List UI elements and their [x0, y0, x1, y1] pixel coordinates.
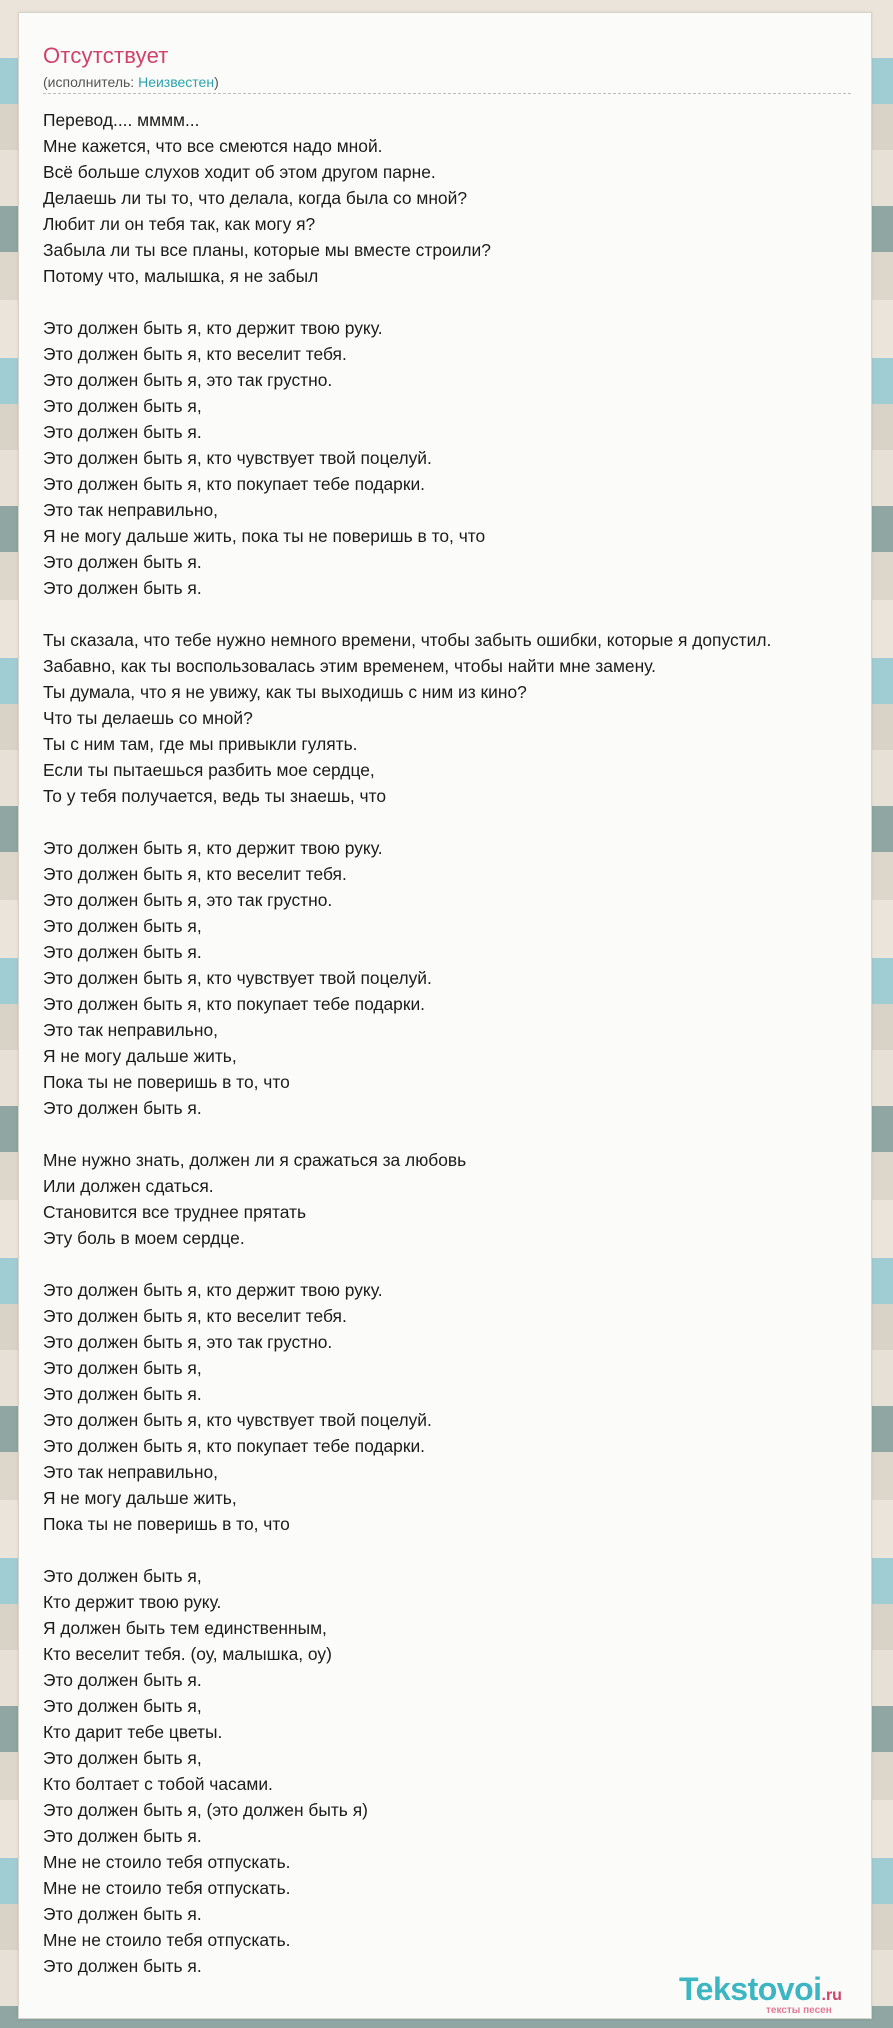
lyrics-line: Это должен быть я,: [43, 396, 202, 416]
lyrics-line: Пока ты не поверишь в то, что: [43, 1072, 290, 1092]
artist-suffix: ): [214, 74, 219, 90]
lyrics-line: Это должен быть я,: [43, 1748, 202, 1768]
lyrics-line: Забыла ли ты все планы, которые мы вместе строили?: [43, 240, 491, 260]
title-divider: [43, 93, 851, 94]
lyrics-line: Это так неправильно,: [43, 500, 218, 520]
lyrics-line: Ты думала, что я не увижу, как ты выходишь с ним из кино?: [43, 682, 527, 702]
lyrics-line: Это должен быть я, кто покупает тебе подарки.: [43, 994, 426, 1014]
lyrics-line: Это должен быть я, кто чувствует твой поцелуй.: [43, 1410, 432, 1430]
lyrics-line: Я должен быть тем единственным,: [43, 1618, 327, 1638]
lyrics-line: Это должен быть я, кто держит твою руку.: [43, 318, 383, 338]
lyrics-line: Эту боль в моем сердце.: [43, 1228, 245, 1248]
lyrics-line: Любит ли он тебя так, как могу я?: [43, 214, 316, 234]
lyrics-line: Это должен быть я.: [43, 1956, 202, 1976]
song-title: Отсутствует: [43, 43, 169, 68]
logo-tagline: тексты песен: [766, 2005, 832, 2016]
lyrics-line: Это должен быть я.: [43, 1670, 202, 1690]
lyrics-line: Я не могу дальше жить,: [43, 1488, 237, 1508]
lyrics-line: Мне не стоило тебя отпускать.: [43, 1852, 291, 1872]
lyrics-line: Потому что, малышка, я не забыл: [43, 266, 319, 286]
lyrics-line: Если ты пытаешься разбить мое сердце,: [43, 760, 375, 780]
logo-name: Tekstovoi: [679, 1971, 822, 2007]
lyrics-line: Это должен быть я.: [43, 552, 202, 572]
lyrics-line: Это должен быть я.: [43, 422, 202, 442]
lyrics-line: Это так неправильно,: [43, 1020, 218, 1040]
lyrics-line: Мне не стоило тебя отпускать.: [43, 1878, 291, 1898]
lyrics-line: Это должен быть я, это так грустно.: [43, 370, 333, 390]
lyrics-line: Перевод.... мммм...: [43, 110, 200, 130]
lyrics-line: Кто болтает с тобой часами.: [43, 1774, 273, 1794]
site-logo[interactable]: [661, 1971, 871, 2017]
lyrics-line: Это должен быть я,: [43, 1566, 202, 1586]
lyrics-line: Это должен быть я.: [43, 1904, 202, 1924]
artist-line: [43, 74, 219, 90]
lyrics-line: Мне не стоило тебя отпускать.: [43, 1930, 291, 1950]
lyrics-line: Это должен быть я.: [43, 1098, 202, 1118]
lyrics-line: Это должен быть я,: [43, 1358, 202, 1378]
artist-link[interactable]: Неизвестен: [138, 74, 215, 90]
logo-tld: .ru: [821, 1987, 842, 2004]
lyrics-line: Кто дарит тебе цветы.: [43, 1722, 223, 1742]
lyrics-line: Ты с ним там, где мы привыкли гулять.: [43, 734, 358, 754]
lyrics-line: Это должен быть я, кто чувствует твой поцелуй.: [43, 968, 432, 988]
lyrics-line: Это должен быть я, это так грустно.: [43, 1332, 333, 1352]
lyrics-line: Пока ты не поверишь в то, что: [43, 1514, 290, 1534]
lyrics-line: Забавно, как ты воспользовалась этим временем, чтобы найти мне замену.: [43, 656, 656, 676]
lyrics-line: То у тебя получается, ведь ты знаешь, что: [43, 786, 387, 806]
lyrics-line: Я не могу дальше жить, пока ты не поверишь в то, что: [43, 526, 486, 546]
lyrics-line: Это должен быть я, кто держит твою руку.: [43, 1280, 383, 1300]
lyrics-line: Становится все труднее прятать: [43, 1202, 307, 1222]
artist-prefix: (исполнитель:: [43, 74, 139, 90]
lyrics-line: Это должен быть я, кто покупает тебе подарки.: [43, 1436, 426, 1456]
lyrics-line: Это должен быть я, кто веселит тебя.: [43, 344, 347, 364]
lyrics-line: Это должен быть я, кто веселит тебя.: [43, 1306, 347, 1326]
lyrics-line: Это должен быть я.: [43, 578, 202, 598]
lyrics-line: Это должен быть я,: [43, 1696, 202, 1716]
lyrics-line: Это так неправильно,: [43, 1462, 218, 1482]
lyrics-line: Это должен быть я.: [43, 942, 202, 962]
lyrics-line: Мне нужно знать, должен ли я сражаться за любовь: [43, 1150, 467, 1170]
lyrics-text: [43, 107, 872, 1979]
lyrics-line: Это должен быть я, кто держит твою руку.: [43, 838, 383, 858]
lyrics-line: Кто веселит тебя. (оу, малышка, оу): [43, 1644, 332, 1664]
lyrics-line: Или должен сдаться.: [43, 1176, 214, 1196]
lyrics-line: Это должен быть я, (это должен быть я): [43, 1800, 368, 1820]
lyrics-line: Это должен быть я,: [43, 916, 202, 936]
lyrics-line: Делаешь ли ты то, что делала, когда была со мной?: [43, 188, 467, 208]
lyrics-line: Ты сказала, что тебе нужно немного времени, чтобы забыть ошибки, которые я допустил.: [43, 630, 772, 650]
lyrics-line: Это должен быть я, кто чувствует твой поцелуй.: [43, 448, 432, 468]
lyrics-line: Это должен быть я.: [43, 1384, 202, 1404]
lyrics-line: Это должен быть я.: [43, 1826, 202, 1846]
lyrics-line: Это должен быть я, кто покупает тебе подарки.: [43, 474, 426, 494]
lyrics-line: Это должен быть я, кто веселит тебя.: [43, 864, 347, 884]
lyrics-line: Это должен быть я, это так грустно.: [43, 890, 333, 910]
lyrics-card: [18, 12, 872, 2019]
logo-wordmark: [679, 1971, 842, 2008]
lyrics-line: Я не могу дальше жить,: [43, 1046, 237, 1066]
lyrics-line: Кто держит твою руку.: [43, 1592, 222, 1612]
lyrics-line: Мне кажется, что все смеются надо мной.: [43, 136, 383, 156]
lyrics-line: Всё больше слухов ходит об этом другом парне.: [43, 162, 436, 182]
lyrics-line: Что ты делаешь со мной?: [43, 708, 253, 728]
